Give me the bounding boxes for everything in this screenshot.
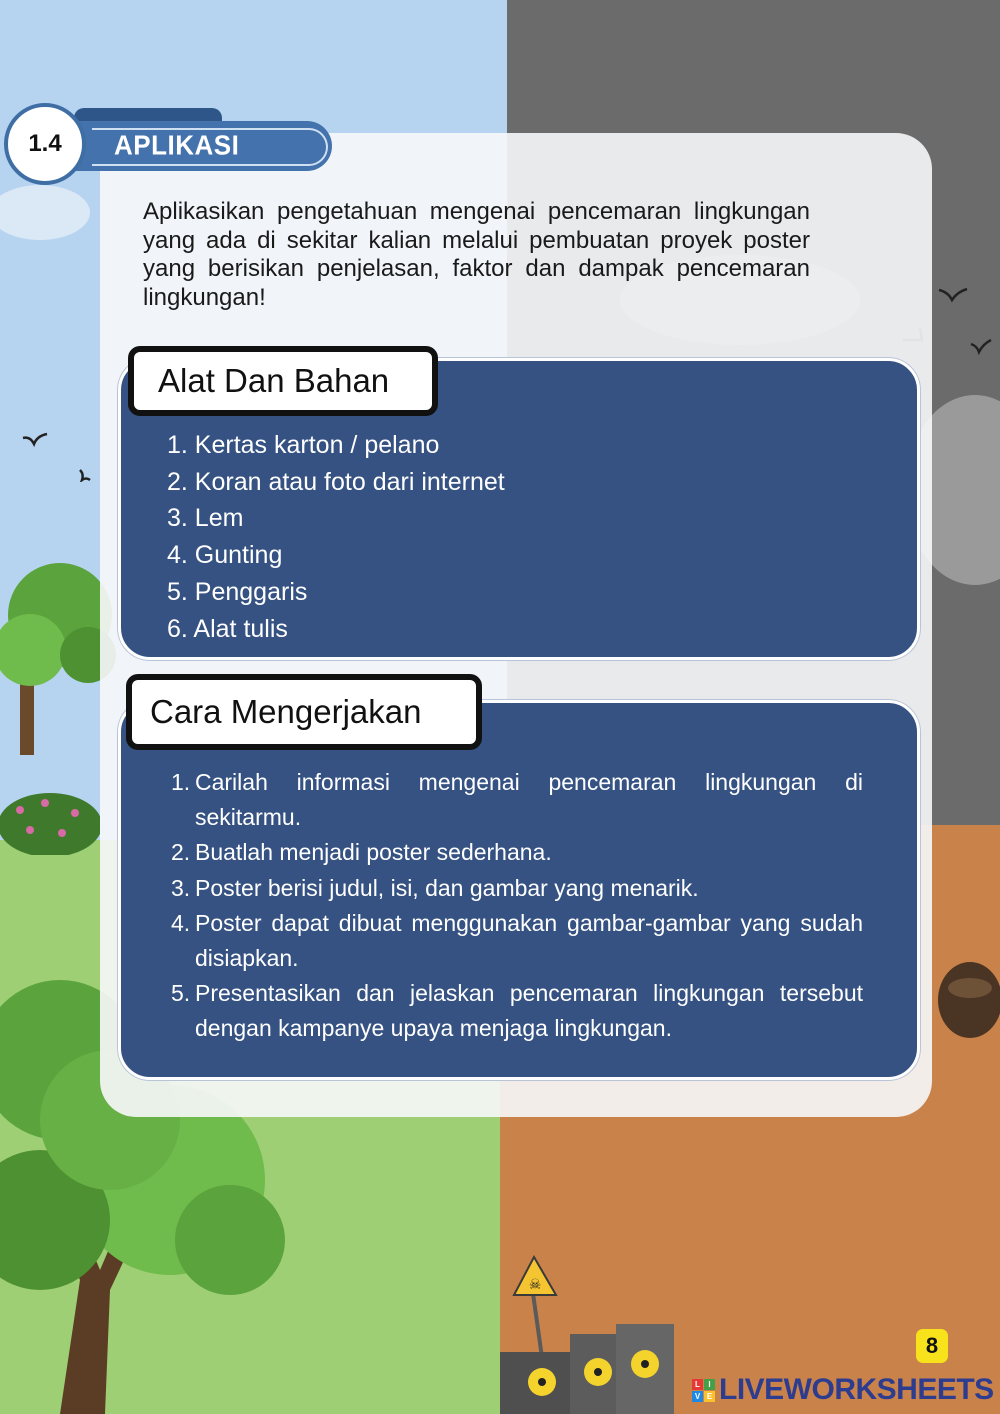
intro-text: Aplikasikan pengetahuan mengenai pencemaran lingkungan yang ada di sekitar kalian melalui pembuatan proyek poster yang berisikan penjelasan, faktor dan dampak pencemaran lingkungan!	[143, 198, 810, 311]
list-item: 1. Kertas karton / pelano	[167, 431, 440, 459]
materials-list	[167, 427, 505, 647]
list-item: 1. Carilah informasi mengenai pencemaran lingkungan di sekitarmu.	[171, 769, 863, 831]
steps-title: Cara Mengerjakan	[126, 674, 482, 750]
logo-letter: E	[704, 1391, 715, 1402]
bird-icon	[970, 338, 992, 356]
bird-icon	[938, 286, 968, 306]
liveworksheets-logo-icon	[692, 1379, 715, 1402]
steps-list	[171, 765, 863, 1047]
bird-icon	[78, 468, 92, 482]
section-number: 1.4	[4, 103, 86, 185]
list-item: 4. Gunting	[167, 541, 283, 570]
steps-panel	[118, 700, 920, 1080]
list-item: 5. Presentasikan dan jelaskan pencemaran lingkungan tersebut dengan kampanye upaya menjaga lingkungan.	[171, 980, 863, 1042]
list-item: 4. Poster dapat dibuat menggunakan gambar-gambar yang sudah disiapkan.	[171, 909, 863, 972]
list-item: 3. Poster berisi judul, isi, dan gambar yang menarik.	[171, 874, 699, 901]
list-item: 2. Buatlah menjadi poster sederhana.	[171, 839, 552, 866]
bush-icon	[0, 785, 100, 855]
logo-letter: I	[704, 1379, 715, 1390]
list-item: 5. Penggaris	[167, 577, 308, 606]
bird-icon	[22, 432, 48, 452]
logo-letter: L	[692, 1379, 703, 1390]
list-item: 3. Lem	[167, 504, 244, 533]
svg-text:☠: ☠	[528, 1276, 542, 1292]
page-number: 8	[916, 1329, 948, 1363]
list-item: 2. Koran atau foto dari internet	[167, 467, 505, 496]
rubbish-icon	[930, 960, 1000, 1040]
list-item: 6. Alat tulis	[167, 614, 288, 643]
brand-name: LIVEWORKSHEETS	[719, 1373, 994, 1406]
liveworksheets-brand[interactable]	[692, 1373, 994, 1407]
materials-title: Alat Dan Bahan	[128, 346, 438, 416]
section-label: APLIKASI	[114, 129, 240, 161]
radiation-barrel-icon	[500, 1320, 680, 1414]
logo-letter: V	[692, 1391, 703, 1402]
